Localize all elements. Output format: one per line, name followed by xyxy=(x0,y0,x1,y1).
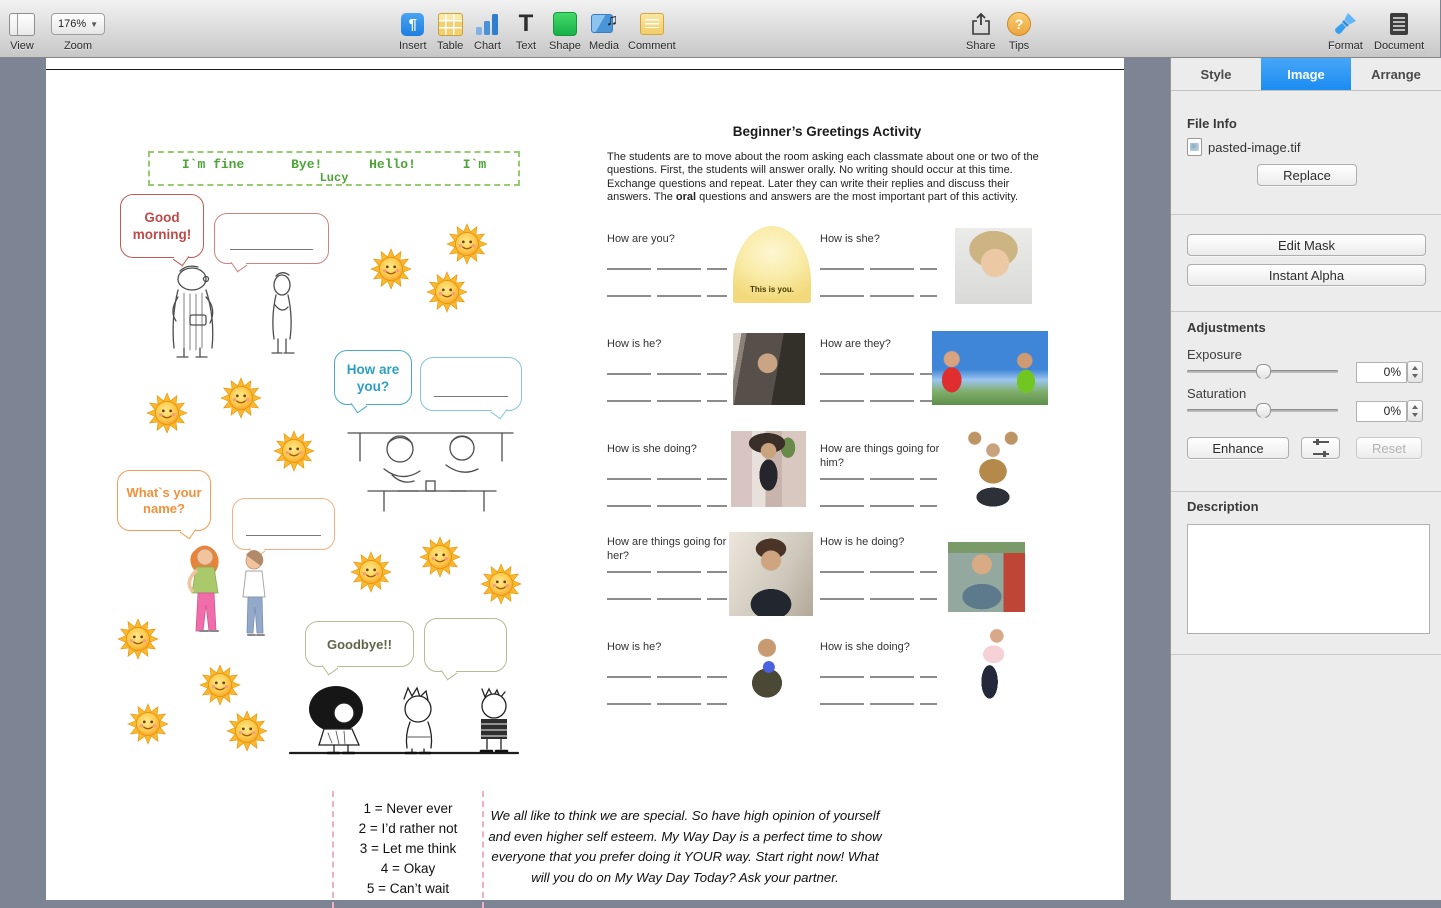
media-label: Media xyxy=(589,40,619,52)
separator xyxy=(1171,654,1441,655)
saturation-slider-thumb[interactable] xyxy=(1256,403,1271,418)
replace-button[interactable]: Replace xyxy=(1257,164,1357,186)
photo-man-cheering xyxy=(955,429,1031,521)
photo-businesswoman xyxy=(729,532,813,616)
whats-your-name-bubble: What`s your name? xyxy=(117,470,211,531)
greeting-question: How are they? xyxy=(820,338,891,350)
intro-bold-word: oral xyxy=(675,191,697,204)
good-morning-bubble: Good morning! xyxy=(120,194,204,258)
text-icon: T xyxy=(518,10,534,37)
photo-man-dark xyxy=(733,333,805,405)
answer-line xyxy=(820,400,937,402)
share-button[interactable] xyxy=(966,11,995,52)
goodbye-bubble: Goodbye!! xyxy=(305,621,414,667)
intro-text: questions and answers are the most important part of this activity. xyxy=(696,191,1019,204)
insert-button[interactable] xyxy=(399,11,427,52)
answer-line xyxy=(607,268,727,270)
shape-icon xyxy=(553,12,577,36)
zoom-value: 176% xyxy=(57,18,87,30)
greeting-question: How is she doing? xyxy=(607,443,697,455)
zoom-label: Zoom xyxy=(63,40,93,52)
document-label: Document xyxy=(1374,40,1425,52)
document-canvas[interactable] xyxy=(0,58,1170,900)
photo-woman-pillars xyxy=(731,431,806,507)
comment-icon xyxy=(640,13,664,35)
answer-line xyxy=(820,373,937,375)
photo-man-sneezing xyxy=(736,627,798,707)
document-page[interactable] xyxy=(46,58,1124,900)
worksheet-image[interactable] xyxy=(46,58,1124,900)
answer-line xyxy=(607,295,727,297)
zoom-dropdown[interactable] xyxy=(51,13,105,35)
comment-button[interactable] xyxy=(628,11,676,52)
reset-button[interactable]: Reset xyxy=(1356,437,1422,459)
sliders-icon xyxy=(1313,441,1329,455)
answer-line xyxy=(820,505,937,507)
separator xyxy=(1171,491,1441,492)
adjust-sliders-button[interactable] xyxy=(1301,437,1340,459)
answer-line xyxy=(820,268,937,270)
tips-label: Tips xyxy=(1008,40,1030,52)
how-are-you-bubble: How are you? xyxy=(334,350,412,405)
tab-arrange[interactable]: Arrange xyxy=(1371,66,1421,82)
tab-style[interactable]: Style xyxy=(1200,66,1232,82)
table-button[interactable] xyxy=(437,11,463,52)
instant-alpha-button[interactable]: Instant Alpha xyxy=(1187,264,1426,286)
adjustments-heading: Adjustments xyxy=(1187,320,1266,335)
photo-woman-blonde xyxy=(955,228,1032,304)
chart-label: Chart xyxy=(474,40,501,52)
rating-scale-box xyxy=(332,791,484,908)
tab-image[interactable]: Image xyxy=(1261,58,1351,90)
chevron-down-icon: ▼ xyxy=(90,19,99,29)
inspector-panel xyxy=(1170,58,1441,900)
description-textarea[interactable] xyxy=(1187,524,1430,634)
share-label: Share xyxy=(966,40,996,52)
rating-scale-line: 3 = Let me think xyxy=(359,841,457,856)
intro-text: The students are to move about the room asking each classmate about one or two of the questions. First, the students will answer orally. No writing should occur at this time. Exchange questions and repeat. Later they can write their replies and discuss their answers. The xyxy=(607,151,1039,204)
view-button[interactable] xyxy=(9,11,35,52)
toolbar xyxy=(0,0,1440,58)
document-button[interactable] xyxy=(1374,11,1424,52)
answer-line xyxy=(820,676,937,678)
text-button[interactable] xyxy=(513,11,539,52)
document-icon xyxy=(1389,12,1409,36)
answer-line xyxy=(607,703,727,705)
greeting-question: How is he? xyxy=(607,641,662,653)
greeting-question: How is she? xyxy=(820,233,880,245)
separator xyxy=(1171,214,1441,215)
photo-man-couch xyxy=(948,542,1025,612)
greeting-question: How are you? xyxy=(607,233,675,245)
my-way-day-paragraph: We all like to think we are special. So have high opinion of yourself and even higher self esteem. My Way Day is a perfect time to show everyone that you prefer doing it YOUR way. Start right now! What will you do on My Way Day Today? Ask your partner. xyxy=(488,808,882,885)
view-label: View xyxy=(10,40,34,52)
share-icon xyxy=(970,12,992,36)
answer-line xyxy=(607,478,727,480)
table-icon xyxy=(438,13,463,36)
chart-button[interactable] xyxy=(474,11,501,52)
answer-line xyxy=(607,676,727,678)
saturation-stepper[interactable] xyxy=(1407,400,1423,422)
image-file-icon xyxy=(1187,138,1202,156)
format-button[interactable] xyxy=(1328,11,1363,52)
answer-line xyxy=(607,571,727,573)
text-label: Text xyxy=(515,40,537,52)
saturation-slider[interactable] xyxy=(1187,409,1338,412)
photo-this-is-you xyxy=(733,226,811,303)
exposure-slider[interactable] xyxy=(1187,370,1338,373)
sidebar-view-icon xyxy=(9,13,35,36)
rating-scale-line: 1 = Never ever xyxy=(363,801,453,816)
photo-couple-sky xyxy=(932,331,1048,405)
chart-icon xyxy=(475,12,499,36)
insert-icon: ¶ xyxy=(401,13,424,36)
answer-line xyxy=(607,598,727,600)
rating-scale-line: 2 = I’d rather not xyxy=(358,821,458,836)
saturation-label: Saturation xyxy=(1187,386,1247,401)
separator xyxy=(1171,311,1441,312)
format-label: Format xyxy=(1328,40,1363,52)
greeting-phrases-clipped: Lucy xyxy=(319,171,349,185)
file-info-heading: File Info xyxy=(1187,116,1237,131)
media-button[interactable] xyxy=(589,11,619,52)
zoom-control xyxy=(51,11,105,52)
answer-line xyxy=(820,478,937,480)
table-label: Table xyxy=(437,40,464,52)
saturation-value-field[interactable]: 0% xyxy=(1356,401,1407,422)
tips-button[interactable] xyxy=(1006,11,1032,52)
format-brush-icon xyxy=(1332,11,1358,37)
rating-scale-line: 4 = Okay xyxy=(380,861,436,876)
this-is-you-caption: This is you. xyxy=(749,285,794,294)
answer-line xyxy=(820,703,937,705)
answer-line xyxy=(820,295,937,297)
file-info-row xyxy=(1187,138,1301,156)
greeting-phrases: I`m fine Bye! Hello! I`m xyxy=(181,157,487,172)
answer-line xyxy=(607,505,727,507)
greeting-question: How are things going for her? xyxy=(607,536,727,562)
rating-scale-line: 5 = Can’t wait xyxy=(366,881,450,896)
shape-button[interactable] xyxy=(549,11,581,52)
edit-mask-button[interactable]: Edit Mask xyxy=(1187,234,1426,256)
greeting-question: How is he doing? xyxy=(820,536,905,548)
description-heading: Description xyxy=(1187,499,1259,514)
answer-line xyxy=(607,373,727,375)
greeting-question: How is he? xyxy=(607,338,662,350)
greeting-question: How are things going for him? xyxy=(820,443,940,469)
media-icon xyxy=(591,12,617,36)
worksheet-intro xyxy=(607,151,1044,205)
answer-line xyxy=(820,571,937,573)
inspector-tabs xyxy=(1171,58,1441,91)
exposure-label: Exposure xyxy=(1187,347,1242,362)
photo-girl-jumping xyxy=(952,623,1032,715)
comment-label: Comment xyxy=(628,40,676,52)
answer-line xyxy=(820,598,937,600)
worksheet-title: Beginner’s Greetings Activity xyxy=(732,124,922,139)
enhance-button[interactable]: Enhance xyxy=(1187,437,1289,459)
greeting-question: How is she doing? xyxy=(820,641,910,653)
answer-line xyxy=(607,400,727,402)
exposure-value-field[interactable]: 0% xyxy=(1356,362,1407,383)
shape-label: Shape xyxy=(549,40,581,52)
insert-label: Insert xyxy=(399,40,427,52)
file-name: pasted-image.tif xyxy=(1208,139,1301,155)
exposure-stepper[interactable] xyxy=(1407,361,1423,383)
exposure-slider-thumb[interactable] xyxy=(1256,364,1271,379)
question-icon: ? xyxy=(1007,12,1031,36)
